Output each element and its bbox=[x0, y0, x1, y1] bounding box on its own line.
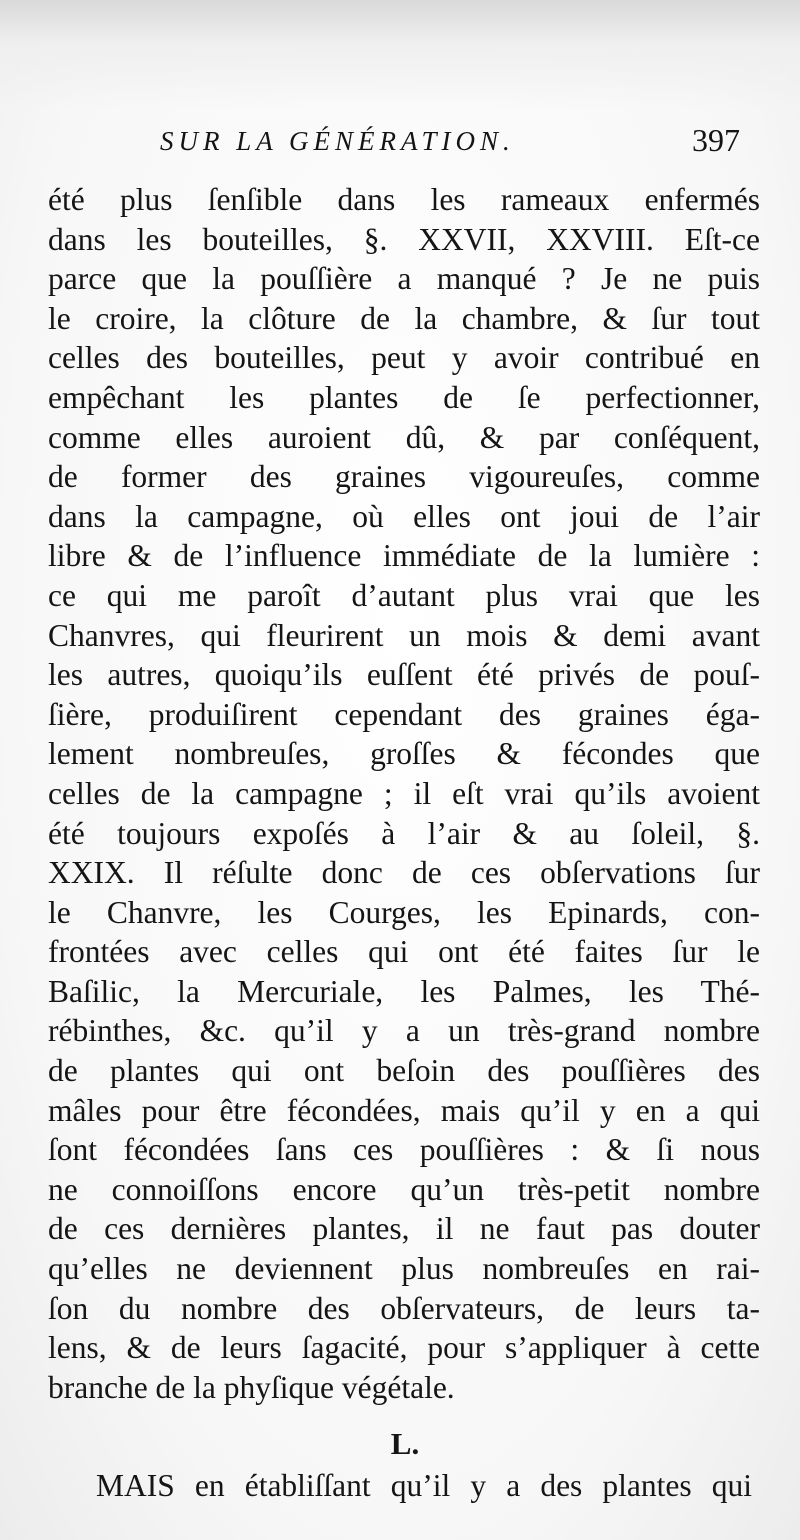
text-line: de former des graines vigoureuſes, comme bbox=[48, 459, 760, 495]
body-text bbox=[48, 180, 760, 1407]
text-line: comme elles auroient dû, & par conſéquent, bbox=[48, 419, 760, 455]
text-line: ſon du nombre des obſervateurs, de leurs ta- bbox=[48, 1290, 760, 1326]
text-line: mâles pour être fécondées, mais qu’il y en a qui bbox=[48, 1092, 760, 1128]
text-line: ſière, produiſirent cependant des graines éga- bbox=[48, 696, 760, 732]
text-line: Chanvres, qui fleurirent un mois & demi avant bbox=[48, 617, 760, 653]
text-line: été toujours expoſés à l’air & au ſoleil, §. bbox=[48, 815, 760, 851]
text-line: le Chanvre, les Courges, les Epinards, con- bbox=[48, 894, 760, 930]
text-line: Baſilic, la Mercuriale, les Palmes, les Thé- bbox=[48, 973, 760, 1009]
text-line: parce que la pouſſière a manqué ? Je ne puis bbox=[48, 261, 760, 297]
running-head-title: SUR LA GÉNÉRATION. bbox=[160, 126, 515, 156]
text-line: celles des bouteilles, peut y avoir contribué en bbox=[48, 340, 760, 376]
text-line: de plantes qui ont beſoin des pouſſières des bbox=[48, 1053, 760, 1089]
section-number: L. bbox=[390, 1426, 420, 1461]
text-line: dans les bouteilles, §. XXVII, XXVIII. Eſt-ce bbox=[48, 221, 760, 257]
text-line: ſont fécondées ſans ces pouſſières : & ſi nous bbox=[48, 1132, 760, 1168]
text-line: libre & de l’influence immédiate de la lumière : bbox=[48, 538, 760, 574]
text-line: empêchant les plantes de ſe perfectionner, bbox=[48, 379, 760, 415]
page-top-shadow bbox=[0, 0, 800, 110]
text-line: lens, & de leurs ſagacité, pour s’appliquer à cette bbox=[48, 1330, 760, 1366]
text-line: qu’elles ne deviennent plus nombreuſes en rai- bbox=[48, 1251, 760, 1287]
text-line: ne connoiſſons encore qu’un très-petit nombre bbox=[48, 1171, 760, 1207]
text-line: dans la campagne, où elles ont joui de l’air bbox=[48, 498, 760, 534]
text-line: rébinthes, &c. qu’il y a un très-grand nombre bbox=[48, 1013, 760, 1049]
running-head bbox=[160, 122, 740, 166]
page-number: 397 bbox=[692, 122, 740, 158]
text-line: ce qui me paroît d’autant plus vrai que les bbox=[48, 577, 760, 613]
text-line-paragraph-end: branche de la phyſique végétale. bbox=[48, 1369, 455, 1405]
text-line: le croire, la clôture de la chambre, & ſur tout bbox=[48, 300, 760, 336]
text-line: celles de la campagne ; il eſt vrai qu’ils avoient bbox=[48, 775, 760, 811]
paragraph-opening-line: MAIS en établiſſant qu’il y a des plantes qui bbox=[96, 1468, 752, 1503]
text-line: les autres, quoiqu’ils euſſent été privés de pouſ- bbox=[48, 657, 760, 693]
text-line: lement nombreuſes, groſſes & fécondes que bbox=[48, 736, 760, 772]
text-line: été plus ſenſible dans les rameaux enfermés bbox=[48, 182, 760, 217]
text-line: de ces dernières plantes, il ne faut pas douter bbox=[48, 1211, 760, 1247]
text-line: XXIX. Il réſulte donc de ces obſervations ſur bbox=[48, 855, 760, 891]
text-line: frontées avec celles qui ont été faites ſur le bbox=[48, 934, 760, 970]
